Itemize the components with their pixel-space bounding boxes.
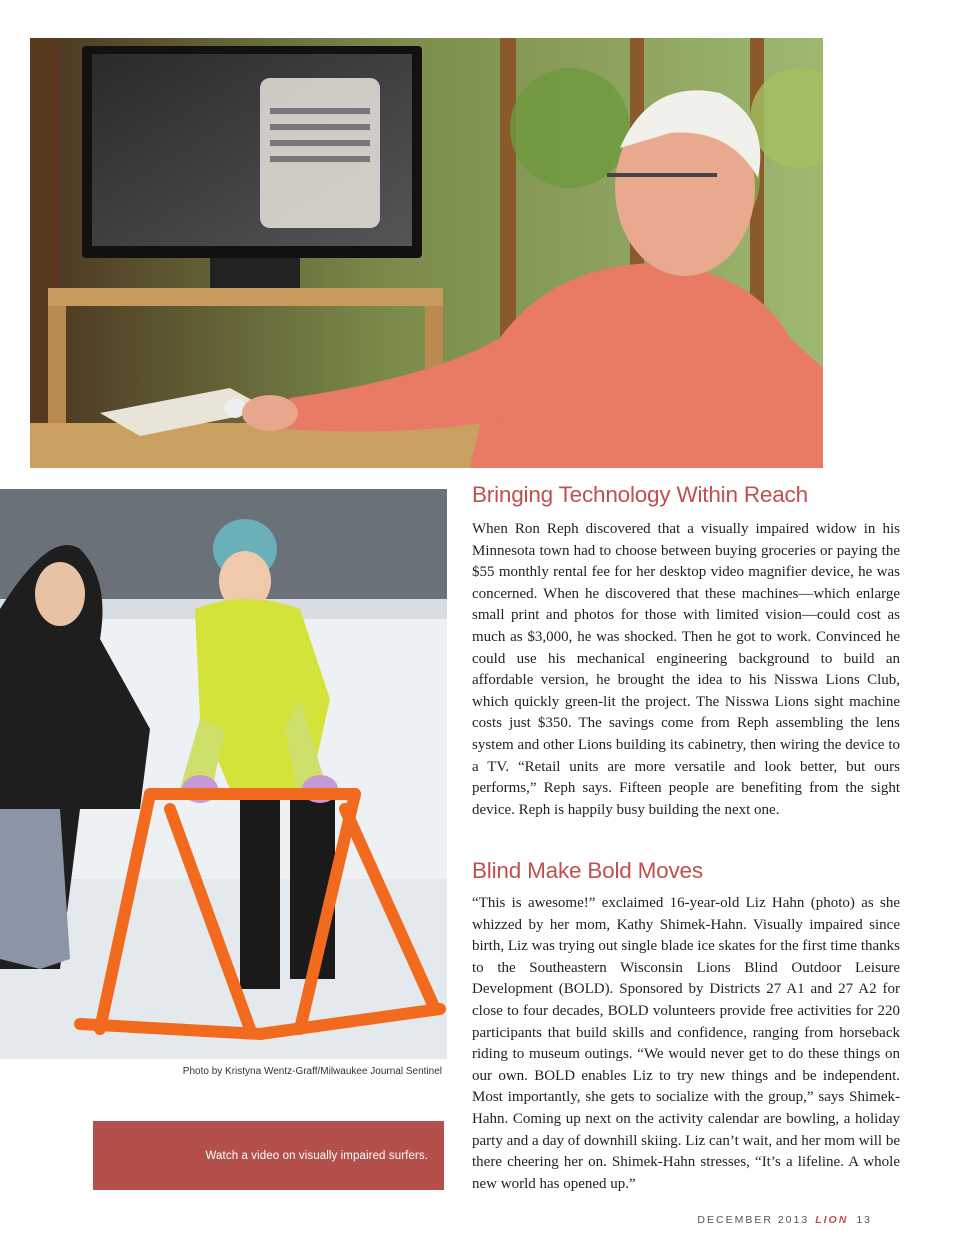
video-link-button[interactable] [93,1121,444,1190]
photo-ron-reph-sight-machine [30,38,823,468]
photo-liz-hahn-ice-skating [0,489,447,1059]
folio-date: DECEMBER 2013 [697,1214,810,1226]
folio-brand: LION [815,1214,849,1226]
article-body: When Ron Reph discovered that a visually impaired widow in his Minnesota town had to choose between buying groceries or paying the $55 monthly rental fee for her desktop video magnifier device, he was concerned. When he discovered that these machines—which enlarge small print and photos for those with limited vision—could cost as much as $3,000, he was shocked. Then he got to work. Convinced he could use his mechanical engineering background to build an affordable version, he brought the idea to his Nisswa Lions Club, which quickly green-lit the project. The Nisswa Lions sight machine costs just $350. The savings come from Reph assembling the lens system and other Lions building its cabinetry, then wiring the device to a TV. “Retail units are more versatile and look better, but ours performs,” Reph says. Fifteen people are benefiting from the sight device. Reph is happily busy building the next one. [472,521,900,818]
article-headline: Bringing Technology Within Reach [472,482,808,507]
photo-credit: Photo by Kristyna Wentz-Graff/Milwaukee Journal Sentinel [182,1066,442,1077]
video-link-label: Watch a video on visually impaired surfers. [205,1149,428,1162]
article-bold [472,858,900,1195]
page-folio [697,1214,872,1226]
article-body: “This is awesome!” exclaimed 16-year-old Liz Hahn (photo) as she whizzed by her mom, Kathy Shimek-Hahn. Visually impaired since birth, Liz was trying out single blade ice skates for the first time thanks to the Southeastern Wisconsin Lions Blind Outdoor Leisure Development (BOLD). Sponsored by Districts 27 A1 and 27 A2 for close to four decades, BOLD volunteers provide free activities for 220 participants that build skills and confidence, ranging from horseback riding to museum outings. “We would never get to do these things on our own. BOLD enables Liz to try new things and be independent. Most importantly, she gets to socialize with the group,” says Shimek-Hahn. Coming up next on the activity calendar are bowling, a holiday party and a day of downhill skiing. Liz can’t wait, and her mom will be there cheering her on. Shimek-Hahn stresses, “It’s a lifeline. A whole new world has opened up.” [472,895,900,1192]
folio-page-number: 13 [856,1214,872,1226]
article-headline: Blind Make Bold Moves [472,858,703,883]
article-technology [472,482,900,821]
